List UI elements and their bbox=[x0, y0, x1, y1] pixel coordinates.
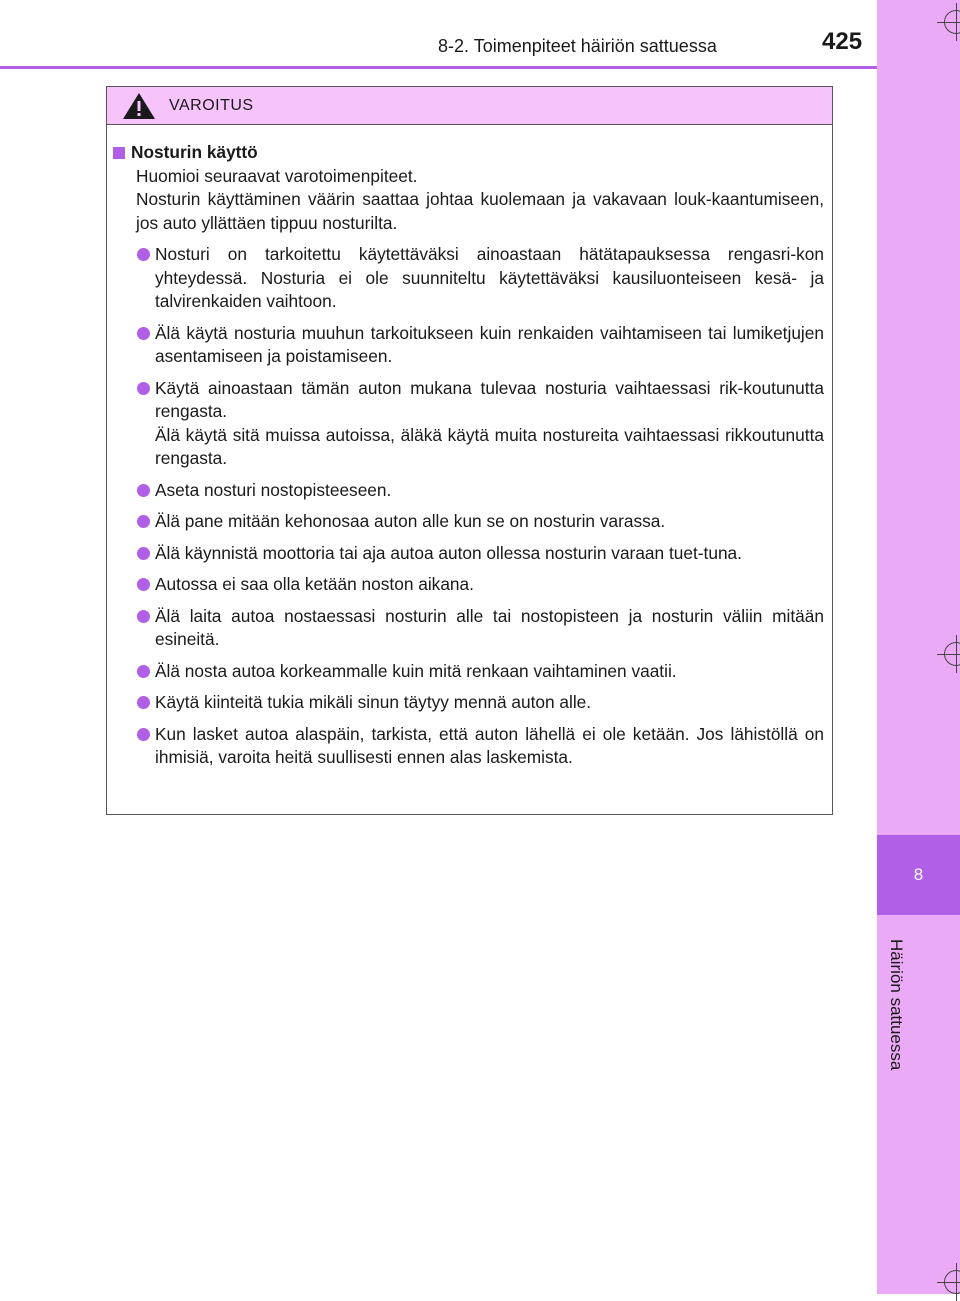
list-item: Käytä kiinteitä tukia mikäli sinun täytyy mennä auton alle. bbox=[113, 691, 824, 715]
section-title: 8-2. Toimenpiteet häiriön sattuessa bbox=[438, 36, 717, 56]
list-item: Aseta nosturi nostopisteeseen. bbox=[113, 479, 824, 503]
warning-list bbox=[113, 243, 824, 770]
warning-heading-text: Nosturin käyttö bbox=[131, 142, 258, 162]
warning-header bbox=[107, 87, 832, 125]
square-bullet-icon bbox=[113, 147, 125, 159]
bullet-icon bbox=[137, 696, 150, 709]
header-rule bbox=[0, 66, 877, 69]
list-item: Älä pane mitään kehonosaa auton alle kun se on nosturin varassa. bbox=[113, 510, 824, 534]
bullet-icon bbox=[137, 665, 150, 678]
warning-triangle-icon bbox=[121, 91, 157, 121]
bullet-icon bbox=[137, 327, 150, 340]
chapter-number: 8 bbox=[913, 865, 924, 884]
warning-box bbox=[106, 86, 833, 815]
warning-heading bbox=[113, 141, 824, 165]
warning-body bbox=[107, 125, 832, 770]
list-item: Käytä ainoastaan tämän auton mukana tulevaa nosturia vaihtaessasi rik-koutunutta rengasta. Älä käytä sitä muissa autoissa, äläkä käytä muita nostureita vaihtaessasi rikkoutunutta rengasta. bbox=[113, 377, 824, 471]
list-item: Älä käynnistä moottoria tai aja autoa auton ollessa nosturin varaan tuet-tuna. bbox=[113, 542, 824, 566]
bullet-icon bbox=[137, 610, 150, 623]
bullet-icon bbox=[137, 248, 150, 261]
list-item: Älä nosta autoa korkeammalle kuin mitä renkaan vaihtaminen vaatii. bbox=[113, 660, 824, 684]
list-item: Autossa ei saa olla ketään noston aikana. bbox=[113, 573, 824, 597]
bullet-icon bbox=[137, 728, 150, 741]
bullet-icon bbox=[137, 547, 150, 560]
list-item: Älä laita autoa nostaessasi nosturin alle tai nostopisteen ja nosturin väliin mitään esineitä. bbox=[113, 605, 824, 652]
bullet-icon bbox=[137, 382, 150, 395]
warning-label: VAROITUS bbox=[169, 96, 254, 114]
list-item: Nosturi on tarkoitettu käytettäväksi ainoastaan hätätapauksessa rengasri-kon yhteydessä. Nosturia ei ole suunniteltu käytettäväksi kausiluonteiseen kesä- ja talvirenkaiden vaihtoon. bbox=[113, 243, 824, 314]
bullet-icon bbox=[137, 484, 150, 497]
intro-line: Huomioi seuraavat varotoimenpiteet. bbox=[136, 165, 418, 186]
list-item: Kun lasket autoa alaspäin, tarkista, että auton lähellä ei ole ketään. Jos lähistöllä on ihmisiä, varoita heitä suullisesti ennen alas laskemista. bbox=[113, 723, 824, 770]
bullet-icon bbox=[137, 515, 150, 528]
chapter-label-text: Häiriön sattuessa bbox=[887, 939, 906, 1071]
chapter-label bbox=[878, 925, 914, 1085]
bullet-icon bbox=[137, 578, 150, 591]
list-item: Älä käytä nosturia muuhun tarkoitukseen kuin renkaiden vaihtamiseen tai lumiketjujen asentamiseen ja poistamiseen. bbox=[113, 322, 824, 369]
page-number: 425 bbox=[822, 28, 863, 55]
intro-line: Nosturin käyttäminen väärin saattaa johtaa kuolemaan ja vakavaan louk-kaantumiseen, jos auto yllättäen tippuu nosturilta. bbox=[136, 189, 824, 233]
chapter-number-tab bbox=[877, 835, 960, 915]
